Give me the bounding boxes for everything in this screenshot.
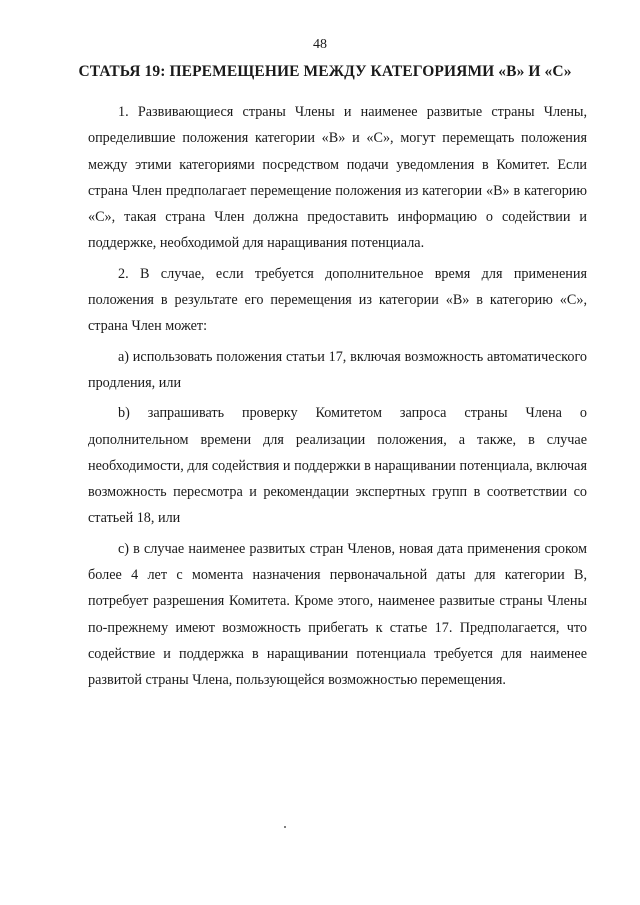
paragraph-2: 2. В случае, если требуется дополнительное время для применения положения в результате его перемещения из категории «В» в категорию «С», страна Член может: bbox=[88, 265, 587, 335]
scan-speck bbox=[284, 826, 286, 828]
paragraph-2b: b) запрашивать проверку Комитетом запроса страны Члена о дополнительном времени для реализации положения, а также, в случае необходимости, для содействия и поддержки в наращивании потенциала, включая возможность пересмотра и рекомендации экспертных групп в соответствии со статьей 18, или bbox=[88, 405, 587, 527]
article-body bbox=[88, 99, 587, 698]
paragraph-2c: c) в случае наименее развитых стран Членов, новая дата применения сроком более 4 лет с момента назначения первоначальной даты для категории В, потребует разрешения Комитета. Кроме этого, наименее развитые страны Члены по-прежнему имеют возможность прибегать к статье 17. Предполагается, что содействие и поддержка в наращивании потенциала требуется для наименее развитой страны Члена, пользующейся возможностью перемещения. bbox=[88, 540, 587, 689]
page-number: 48 bbox=[313, 37, 327, 52]
paragraph-2a: a) использовать положения статьи 17, включая возможность автоматического продления, или bbox=[88, 348, 587, 391]
paragraph-1: 1. Развивающиеся страны Члены и наименее развитые страны Члены, определившие положения категории «В» и «С», могут перемещать положения между этими категориями посредством подачи уведомления в Комитет. Если страна Член предполагает перемещение положения из категории «В» в категорию «С», такая страна Член должна предоставить информацию о содействии и поддержке, необходимой для наращивания потенциала. bbox=[88, 104, 587, 252]
article-title: СТАТЬЯ 19: ПЕРЕМЕЩЕНИЕ МЕЖДУ КАТЕГОРИЯМИ «В» И «С» bbox=[78, 63, 572, 80]
